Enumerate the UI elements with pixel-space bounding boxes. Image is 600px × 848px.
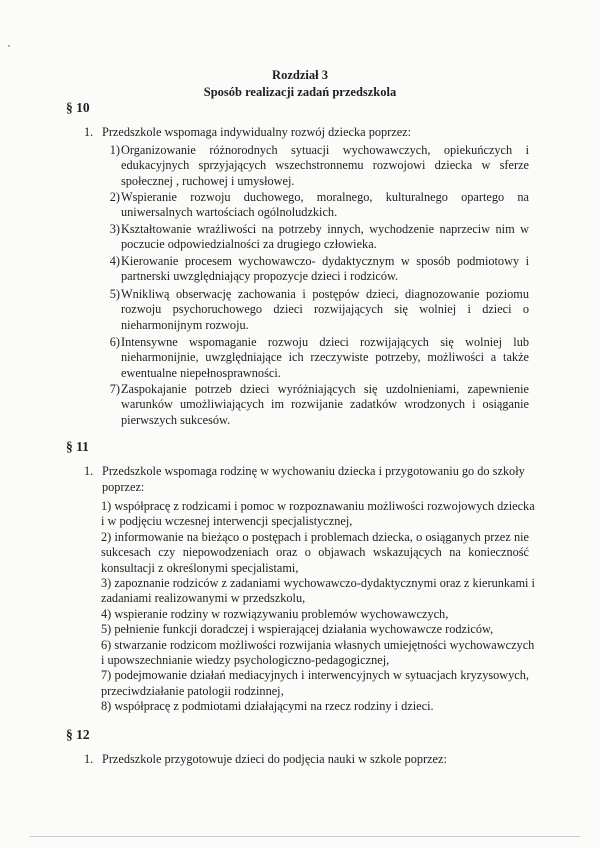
list-line: przeciwdziałanie patologii rodzinnej, [101, 683, 284, 698]
intro-number: 1. [84, 752, 94, 766]
list-item-number: 6) [109, 335, 120, 349]
list-item [121, 143, 529, 189]
item-line: edukacyjnych sprzyjających wszechstronnemu rozwojowi dziecka w sferze [121, 158, 529, 173]
list-line: 7) podejmowanie działań mediacyjnych i interwencyjnych w sytuacjach kryzysowych, [101, 668, 529, 683]
item-line: Kierowanie procesem wychowawczo- dydaktycznym w sposób podmiotowy i [121, 254, 529, 268]
intro-text: Przedszkole wspomaga indywidualny rozwój dziecka poprzez: [102, 125, 412, 139]
section-12-intro [84, 752, 524, 767]
intro-text: Przedszkole wspomaga rodzinę w wychowaniu dziecka i przygotowaniu go do szkoły [102, 464, 525, 478]
list-line: zadaniami realizowanymi w przedszkolu, [101, 591, 306, 606]
section-mark-11: § 11 [66, 439, 89, 454]
item-line: pierwszych sukcesów. [121, 412, 231, 427]
section-11-intro [84, 464, 529, 479]
list-item-number: 3) [109, 222, 120, 236]
item-line: rozwoju psychoruchowego dzieci rozwijających się wolniej i dzieci o [121, 302, 529, 317]
item-line: Zaspokajanie potrzeb dzieci wyróżniających się uzdolnieniami, zapewnienie [121, 382, 529, 396]
item-line: poczucie odpowiedzialności za drugiego człowieka. [121, 237, 377, 252]
item-line: warunków umożliwiających im rozwijanie zadatków wrodzonych i osiąganie [121, 397, 529, 412]
list-line: 4) wspieranie rodziny w rozwiązywaniu problemów wychowawczych, [101, 606, 449, 621]
list-line: 6) stwarzanie rodzicom możliwości rozwijania własnych umiejętności wychowawczych [101, 637, 535, 652]
list-line: 5) pełnienie funkcji doradczej i wspierającej działania wychowawcze rodziców, [101, 622, 494, 637]
list-line: 8) współpracę z podmiotami działającymi na rzecz rodziny i dzieci. [101, 699, 434, 714]
list-line: 3) zapoznanie rodziców z zadaniami wychowawczo-dydaktycznymi oraz z kierunkami i [101, 575, 535, 590]
list-item [121, 222, 529, 253]
list-line: 1) współpracę z rodzicami i pomoc w rozpoznawaniu możliwości rozwojowych dziecka [101, 499, 535, 513]
item-line: Kształtowanie wrażliwości na potrzeby innych, wychodzenie naprzeciw nim w [121, 222, 529, 236]
item-line: ewentualne niepełnosprawności. [121, 365, 281, 380]
section-11-intro-cont: poprzez: [102, 480, 145, 494]
page-bottom-rule [30, 836, 580, 837]
item-line: Wnikliwą obserwację zachowania i postępów dzieci, diagnozowanie poziomu [121, 287, 529, 301]
section-10-intro [84, 125, 524, 140]
list-item-number: 1) [109, 143, 120, 157]
item-line: partnerski uwzględniający propozycje dzieci i rodziców. [121, 269, 399, 284]
list-line: i upowszechnianie wiedzy psychologiczno-pedagogicznej, [101, 652, 390, 667]
item-line: nieharmonijnie, uwzględniające ich rzeczywiste potrzeby, możliwości a także [121, 350, 529, 365]
chapter-number: Rozdział 3 [272, 68, 328, 82]
item-line: uniwersalnych wartościach ogólnoludzkich. [121, 205, 338, 220]
intro-number: 1. [84, 125, 94, 139]
intro-number: 1. [84, 464, 94, 478]
chapter-title: Sposób realizacji zadań przedszkola [203, 85, 397, 99]
scan-speck [8, 45, 10, 47]
item-line: Organizowanie różnorodnych sytuacji wychowawczych, opiekuńczych i [121, 143, 529, 157]
list-item-number: 5) [109, 287, 120, 301]
list-item [121, 190, 529, 221]
intro-text: Przedszkole przygotowuje dzieci do podjęcia nauki w szkole poprzez: [102, 752, 447, 766]
section-mark-12: § 12 [66, 727, 90, 742]
item-line: społecznej , ruchowej i umysłowej. [121, 173, 295, 188]
list-item [121, 382, 529, 428]
item-line: Intensywne wspomaganie rozwoju dzieci rozwijających się wolniej lub [121, 335, 529, 349]
list-line: sukcesach czy niepowodzeniach oraz o objawach wskazujących na konieczność [101, 545, 529, 560]
list-item-number: 7) [109, 382, 120, 396]
list-item-number: 2) [109, 190, 120, 204]
item-line: nieharmonijnym rozwoju. [121, 317, 249, 332]
list-line: konsultacji z określonymi specjalistami, [101, 560, 299, 575]
list-item [121, 287, 529, 333]
list-item [121, 254, 529, 285]
list-line: 2) informowanie na bieżąco o postępach i problemach dziecka, o osiąganych przez nie [101, 529, 529, 544]
list-item [121, 335, 529, 381]
list-line: i w podjęciu wczesnej interwencji specjalistycznej, [101, 514, 353, 529]
section-mark-10: § 10 [66, 100, 90, 115]
list-item-number: 4) [109, 254, 120, 268]
item-line: Wspieranie rozwoju duchowego, moralnego, kulturalnego opartego na [121, 190, 529, 204]
section-11-list [101, 499, 535, 714]
